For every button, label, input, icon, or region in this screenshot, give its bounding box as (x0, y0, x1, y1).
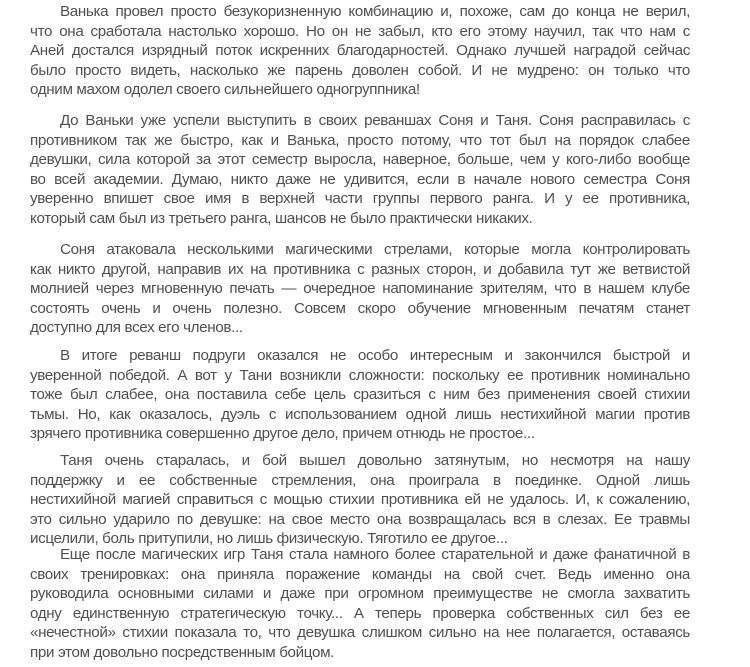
text-line: одну единственную стратегическую точку... А теперь проверка собственных сил без ее (30, 604, 690, 622)
text-line: что она сработала настолько хорошо. Но он не забыл, кто его этому научил, так что нам с (30, 22, 690, 40)
text-line: состоять очень и очень полезно. Совсем скоро обучение мгновенным печатям станет (30, 299, 690, 317)
text-line: как никто другой, направив их на противника с разных сторон, и добавила тут же ветвистой (30, 260, 690, 278)
text-line: который сам был из третьего ранга, шансов не было практически никаких. (30, 209, 533, 227)
text-line: девушки, сила которой за этот семестр выросла, наверное, больше, чем у кого-либо вообще (30, 151, 690, 169)
paragraph-6 (30, 545, 690, 663)
paragraph-3 (30, 240, 690, 338)
text-line: До Ваньки уже успели выступить в своих реваншах Соня и Таня. Соня расправилась с (60, 112, 690, 129)
text-line: при этом довольно посредственным бойцом. (30, 643, 335, 661)
text-line: Аней достался изрядный поток искренних благодарностей. Однако лучшей наградой сейчас (30, 42, 690, 60)
text-line: поддержку и ее собственные стремления, она проиграла в поединке. Одной лишь (30, 471, 690, 489)
text-line: противником так же быстро, как и Ванька, просто потому, что тот был на порядок слабее (30, 131, 690, 149)
paragraph-1 (30, 2, 690, 100)
text-line: это сильно ударило по девушке: на свое место она возвращалась вся в слезах. Ее травмы (30, 510, 690, 528)
text-line: тоже был слабее, она поставила себе цель сразиться с ним без применения своей стихии (30, 386, 690, 404)
text-line: тьмы. Но, как оказалось, дуэль с использованием одной лишь нестихийной магии против (30, 405, 690, 423)
paragraph-5 (30, 451, 690, 549)
text-line: молнией через мгновенную печать — очередное напоминание зрителям, что в нашем клубе (30, 280, 690, 298)
text-line: руководила основными силами и даже при огромном преимуществе не смогла захватить (30, 585, 690, 603)
text-line: зрячего противника совершенно другое дело, причем отнюдь не простое... (30, 425, 535, 443)
text-line: исцелили, боль притупили, но лишь физическую. Тяготило ее другое... (30, 530, 508, 548)
paragraph-4 (30, 346, 690, 444)
text-line: Таня очень старалась, и бой вышел довольно затянутым, но несмотря на нашу (60, 452, 690, 469)
text-line: нестихийной магией справиться с мощью стихии противника ей не удалось. И, к сожалению, (30, 491, 690, 509)
paragraph-2 (30, 111, 690, 229)
text-line: «нечестной» стихии показала то, что девушка слишком сильно на нее полагается, оставаясь (30, 624, 690, 642)
text-line: одним махом одолел своего сильнейшего одногруппника! (30, 81, 420, 99)
text-line: во всей академии. Думаю, никто даже не удивится, если в начале нового семестра Соня (30, 170, 690, 188)
text-line: В итоге реванш подруги оказался не особо интересным и закончился быстрой и (60, 347, 690, 364)
text-line: Ванька провел просто безукоризненную комбинацию и, похоже, сам до конца не верил, (60, 3, 690, 20)
text-line: Соня атаковала несколькими магическими стрелами, которые могла контролировать (60, 241, 690, 258)
text-line: Еще после магических игр Таня стала намного более старательной и даже фанатичной в (60, 546, 690, 563)
text-line: доступно для всех его членов... (30, 319, 243, 337)
text-line: уверенной победой. А вот у Тани возникли сложности: поскольку ее противник номинально (30, 366, 690, 384)
text-line: уверенно впишет свое имя в верхней части группы первого ранга. И у ее противника, (30, 190, 690, 208)
text-line: было просто видеть, насколько же парень доволен собой. И не мудрено: он только что (30, 61, 690, 79)
text-line: своих тренировках: она приняла поражение команды на свой счет. Ведь именно она (30, 565, 690, 583)
